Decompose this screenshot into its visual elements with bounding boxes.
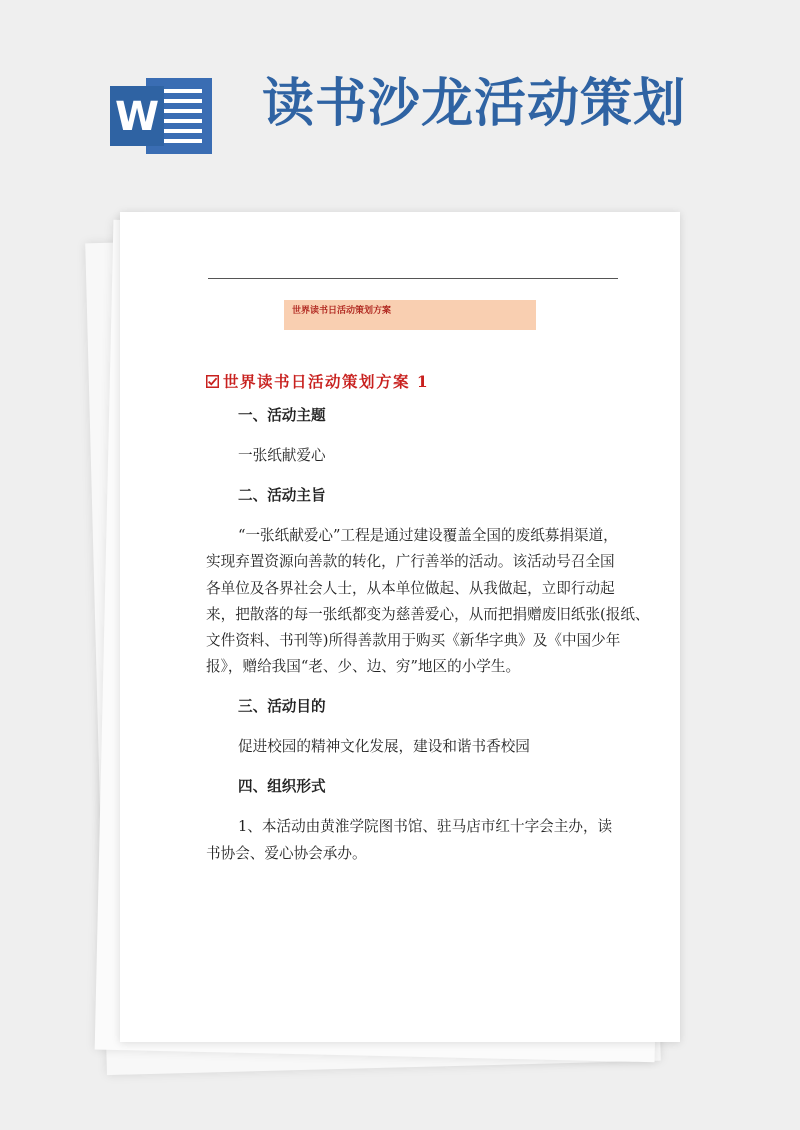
header: [0, 0, 800, 200]
logo-letter: W: [114, 94, 160, 140]
page-title: 读书沙龙活动策划: [262, 74, 687, 134]
section-subheading: 二、活动主旨: [238, 487, 326, 504]
body-text: 促进校园的精神文化发展，建设和谐书香校园: [238, 738, 530, 756]
section-subheading: 三、活动目的: [238, 698, 326, 716]
section-heading: [206, 370, 429, 392]
body-text: 一张纸献爱心: [238, 447, 326, 464]
paragraph-line: 来，把散落的每一张纸都变为慈善爱心，从而把捐赠废旧纸张(报纸、: [206, 605, 650, 623]
paragraph-line: 1、本活动由黄淮学院图书馆、驻马店市红十字会主办，读: [238, 818, 613, 836]
section-subheading: 一、活动主题: [238, 407, 326, 424]
checkbox-checked-icon: [206, 375, 219, 388]
paragraph-line: 书协会、爱心协会承办。: [206, 844, 367, 862]
section-subheading: 四、组织形式: [238, 778, 326, 796]
section-title: 世界读书日活动策划方案 1: [223, 372, 430, 391]
paragraph-line: 报》，赠给我国“老、少、边、穷”地区的小学生。: [206, 658, 521, 676]
word-document-icon: [108, 76, 218, 156]
paragraph-line: 实现弃置资源向善款的转化，广行善举的活动。该活动号召全国: [206, 553, 615, 571]
paragraph: [206, 817, 636, 863]
paragraph-line: “一张纸献爱心”工程是通过建设覆盖全国的废纸募捐渠道，: [238, 527, 618, 544]
document-banner: 世界读书日活动策划方案: [284, 300, 536, 330]
header-rule: [208, 278, 618, 279]
paragraph: [206, 526, 650, 677]
paragraph-line: 文件资料、书刊等)所得善款用于购买《新华字典》及《中国少年: [206, 632, 621, 650]
document-page: [120, 212, 680, 1042]
paragraph-line: 各单位及各界社会人士，从本单位做起、从我做起，立即行动起: [206, 579, 615, 597]
document-body: [206, 406, 650, 884]
